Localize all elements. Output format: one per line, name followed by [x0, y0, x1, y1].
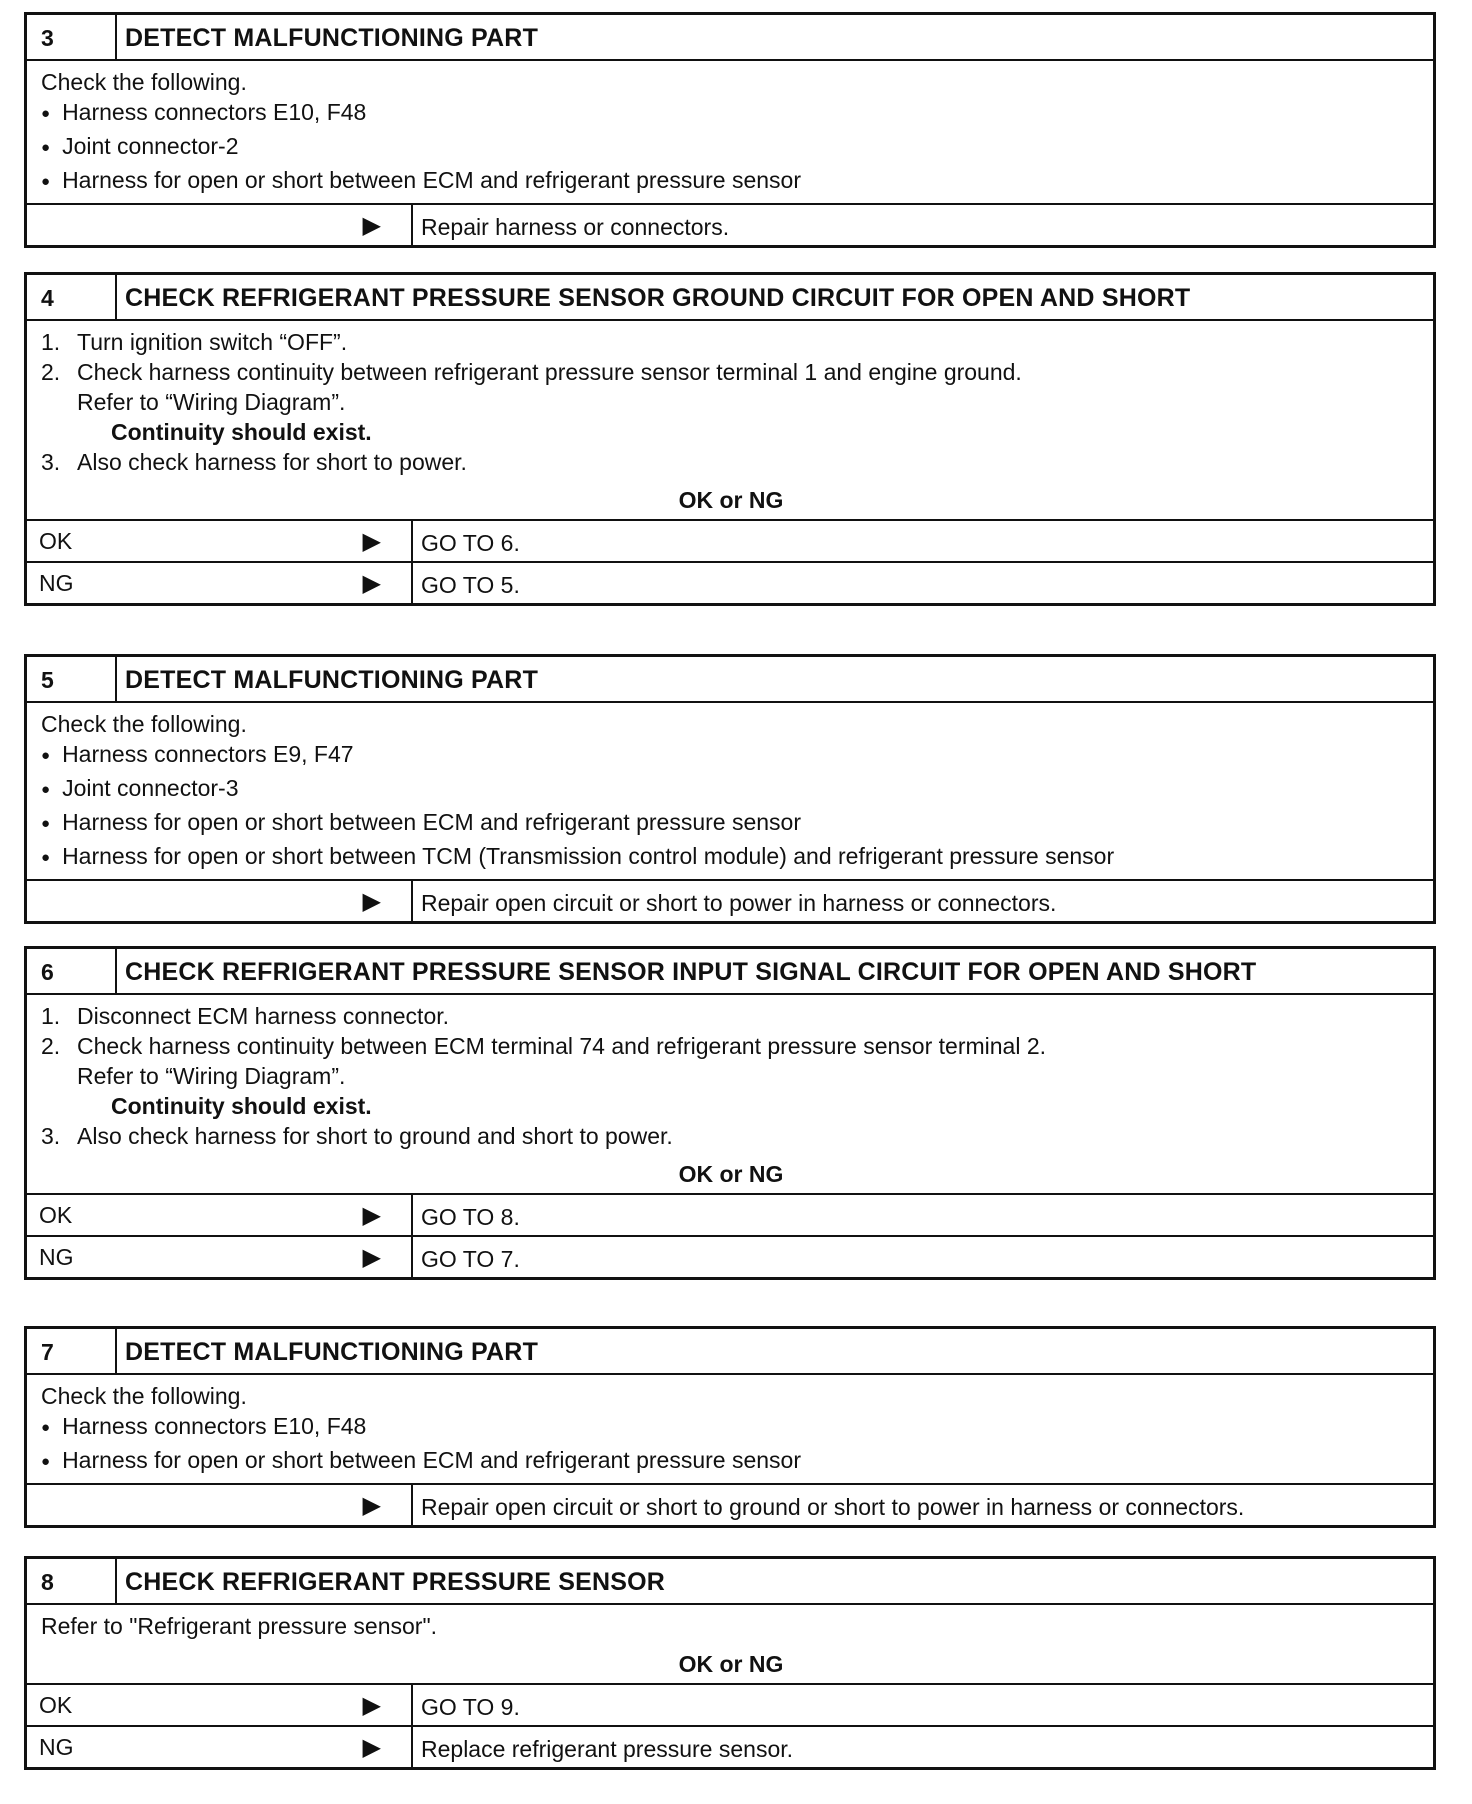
- step-number: 7: [27, 1329, 117, 1373]
- result-action: GO TO 7.: [421, 1246, 520, 1272]
- result-action: Repair open circuit or short to ground or short to power in harness or connectors.: [421, 1494, 1245, 1520]
- bullet-item: ● Harness for open or short between TCM (Transmission control module) and refrigerant pressure sensor: [41, 841, 1421, 875]
- result-label: OK: [39, 1201, 73, 1228]
- result-label-cell: [27, 1237, 413, 1277]
- bullet-item: ● Harness for open or short between ECM and refrigerant pressure sensor: [41, 807, 1421, 841]
- result-label-cell: [27, 1195, 413, 1235]
- step-title: CHECK REFRIGERANT PRESSURE SENSOR INPUT SIGNAL CIRCUIT FOR OPEN AND SHORT: [125, 958, 1257, 986]
- step-number: 8: [27, 1559, 117, 1603]
- step-header: [27, 15, 1433, 61]
- item-number: 2.: [41, 359, 61, 385]
- bullet-item: ● Joint connector-2: [41, 131, 1421, 165]
- step-body: [27, 321, 1433, 519]
- step-number: 3: [27, 15, 117, 59]
- step-body: [27, 1605, 1433, 1683]
- result-label-cell: [27, 1685, 413, 1725]
- item-text: Also check harness for short to power.: [77, 449, 467, 475]
- arrow-right-icon: ▶: [362, 1201, 381, 1229]
- numbered-item: [41, 1001, 1421, 1031]
- step-header: [27, 949, 1433, 995]
- result-row: [27, 1235, 1433, 1277]
- result-row: [27, 1683, 1433, 1725]
- arrow-right-icon: ▶: [362, 1733, 381, 1761]
- step-title: DETECT MALFUNCTIONING PART: [125, 666, 539, 694]
- arrow-right-icon: ▶: [362, 569, 381, 597]
- result-label: NG: [39, 1733, 74, 1760]
- result-label-cell: [27, 205, 413, 245]
- item-number: 3.: [41, 1123, 61, 1149]
- result-row: [27, 879, 1433, 921]
- step-number: 4: [27, 275, 117, 319]
- arrow-right-icon: ▶: [362, 887, 381, 915]
- result-action: Repair open circuit or short to power in harness or connectors.: [421, 890, 1057, 916]
- step-title: DETECT MALFUNCTIONING PART: [125, 24, 539, 52]
- step-box: [24, 12, 1436, 248]
- numbered-item: [41, 1031, 1421, 1061]
- item-number: 1.: [41, 1003, 61, 1029]
- body-text: Refer to "Refrigerant pressure sensor".: [41, 1613, 437, 1639]
- numbered-item: [41, 357, 1421, 387]
- arrow-right-icon: ▶: [362, 1491, 381, 1519]
- result-row: [27, 561, 1433, 603]
- step-title: DETECT MALFUNCTIONING PART: [125, 1338, 539, 1366]
- step-title: CHECK REFRIGERANT PRESSURE SENSOR GROUND CIRCUIT FOR OPEN AND SHORT: [125, 284, 1191, 312]
- bullet-item: ● Harness for open or short between ECM and refrigerant pressure sensor: [41, 165, 1421, 199]
- result-label: OK: [39, 527, 73, 554]
- result-label: OK: [39, 1691, 73, 1718]
- step-box: [24, 272, 1436, 606]
- result-action: Replace refrigerant pressure sensor.: [421, 1736, 794, 1762]
- result-row: [27, 1193, 1433, 1235]
- step-header: [27, 1329, 1433, 1375]
- result-action: Repair harness or connectors.: [421, 214, 730, 240]
- body-text: Check the following.: [41, 69, 247, 95]
- numbered-item: [41, 327, 1421, 357]
- bullet-item: ● Harness for open or short between ECM and refrigerant pressure sensor: [41, 1445, 1421, 1479]
- bullet-item: ● Harness connectors E9, F47: [41, 739, 1421, 773]
- result-row: [27, 519, 1433, 561]
- result-label-cell: [27, 1727, 413, 1767]
- result-label-cell: [27, 521, 413, 561]
- item-text: Check harness continuity between refrigerant pressure sensor terminal 1 and engine ground.: [77, 359, 1022, 385]
- step-header: [27, 275, 1433, 321]
- continuation-text: Refer to “Wiring Diagram”.: [77, 389, 346, 415]
- emphasis-text: Continuity should exist.: [111, 419, 372, 445]
- result-action: GO TO 9.: [421, 1694, 520, 1720]
- item-number: 2.: [41, 1033, 61, 1059]
- numbered-item: [41, 447, 1421, 477]
- step-number: 5: [27, 657, 117, 701]
- result-label: NG: [39, 569, 74, 596]
- bullet-item: ● Harness connectors E10, F48: [41, 1411, 1421, 1445]
- arrow-right-icon: ▶: [362, 527, 381, 555]
- result-label-cell: [27, 1485, 413, 1525]
- result-action: GO TO 6.: [421, 530, 520, 556]
- arrow-right-icon: ▶: [362, 1243, 381, 1271]
- item-text: Turn ignition switch “OFF”.: [77, 329, 348, 355]
- result-label-cell: [27, 881, 413, 921]
- result-row: [27, 1725, 1433, 1767]
- result-label-cell: [27, 563, 413, 603]
- result-label: NG: [39, 1243, 74, 1270]
- bullet-item: ● Harness connectors E10, F48: [41, 97, 1421, 131]
- numbered-item: [41, 1121, 1421, 1151]
- result-action: GO TO 8.: [421, 1204, 520, 1230]
- item-text: Disconnect ECM harness connector.: [77, 1003, 450, 1029]
- item-number: 1.: [41, 329, 61, 355]
- ok-or-ng-heading: OK or NG: [678, 487, 784, 513]
- arrow-right-icon: ▶: [362, 211, 381, 239]
- step-header: [27, 657, 1433, 703]
- step-body: [27, 995, 1433, 1193]
- step-header: [27, 1559, 1433, 1605]
- step-body: [27, 1375, 1433, 1483]
- item-number: 3.: [41, 449, 61, 475]
- body-text: Check the following.: [41, 1383, 247, 1409]
- ok-or-ng-heading: OK or NG: [678, 1161, 784, 1187]
- step-box: [24, 946, 1436, 1280]
- result-row: [27, 1483, 1433, 1525]
- emphasis-text: Continuity should exist.: [111, 1093, 372, 1119]
- step-body: [27, 61, 1433, 203]
- step-box: [24, 1556, 1436, 1770]
- continuation-text: Refer to “Wiring Diagram”.: [77, 1063, 346, 1089]
- result-row: [27, 203, 1433, 245]
- step-body: [27, 703, 1433, 879]
- arrow-right-icon: ▶: [362, 1691, 381, 1719]
- item-text: Check harness continuity between ECM terminal 74 and refrigerant pressure sensor terminal 2.: [77, 1033, 1047, 1059]
- bullet-item: ● Joint connector-3: [41, 773, 1421, 807]
- step-number: 6: [27, 949, 117, 993]
- ok-or-ng-heading: OK or NG: [678, 1651, 784, 1677]
- step-box: [24, 654, 1436, 924]
- step-title: CHECK REFRIGERANT PRESSURE SENSOR: [125, 1568, 665, 1596]
- result-action: GO TO 5.: [421, 572, 520, 598]
- body-text: Check the following.: [41, 711, 247, 737]
- item-text: Also check harness for short to ground and short to power.: [77, 1123, 673, 1149]
- step-box: [24, 1326, 1436, 1528]
